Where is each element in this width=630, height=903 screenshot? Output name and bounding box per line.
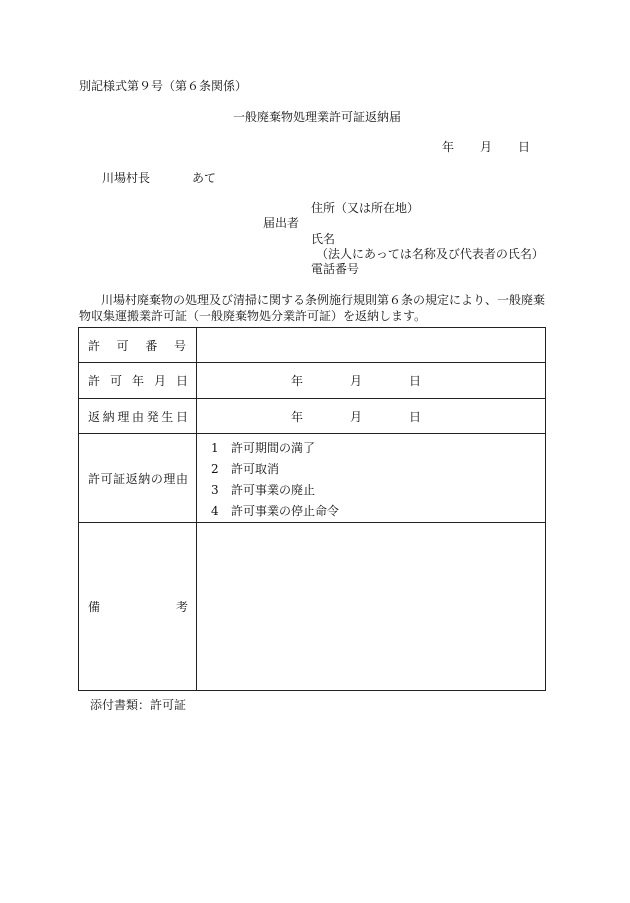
permit-number-field[interactable] xyxy=(197,328,546,363)
return-form-table xyxy=(78,327,546,691)
addressee xyxy=(102,171,216,185)
name-note: （法人にあっては名称及び代表者の氏名） xyxy=(316,247,544,261)
phone-label: 電話番号 xyxy=(311,262,360,276)
addressee-name: 川場村長 xyxy=(102,171,151,185)
address-label: 住所（又は所在地） xyxy=(311,201,420,215)
return-reason-options xyxy=(197,434,546,523)
document-title: 一般廃棄物処理業許可証返納届 xyxy=(233,110,402,124)
remarks-label: 備 考 xyxy=(79,523,197,691)
row-remarks xyxy=(79,523,546,691)
return-reason-date-label: 返 納 理 由 発 生 日 xyxy=(79,399,197,434)
permit-number-label: 許 可 番 号 xyxy=(79,328,197,363)
body-text: 川場村廃棄物の処理及び清掃に関する条例施行規則第６条の規定により、一般廃棄物収集運搬業許可証（一般廃棄物処分業許可証）を返納します。 xyxy=(79,293,546,323)
reason-option-4[interactable]: 4 許可事業の停止命令 xyxy=(211,504,340,518)
addressee-suffix: あて xyxy=(192,171,217,185)
date-year-label: 年 xyxy=(442,140,455,154)
attachment-note: 添付書類：許可証 xyxy=(90,698,187,712)
permit-date-field[interactable]: 年 月 日 xyxy=(197,363,546,399)
reason-option-3[interactable]: 3 許可事業の廃止 xyxy=(211,483,316,497)
applicant-label: 届出者 xyxy=(263,216,300,230)
reason-option-1[interactable]: 1 許可期間の満了 xyxy=(211,441,316,455)
return-reason-date-field[interactable]: 年 月 日 xyxy=(197,399,546,434)
submission-date xyxy=(442,140,530,154)
row-permit-number xyxy=(79,328,546,363)
date-month-label: 月 xyxy=(480,140,493,154)
row-return-reason-date xyxy=(79,399,546,434)
row-permit-date xyxy=(79,363,546,399)
return-reason-label: 許 可 証 返 納 の 理 由 xyxy=(79,434,197,523)
reason-option-2[interactable]: 2 許可取消 xyxy=(211,462,280,476)
name-label: 氏名 xyxy=(311,232,336,246)
form-number: 別記様式第９号（第６条関係） xyxy=(79,79,248,93)
remarks-field[interactable] xyxy=(197,523,546,691)
permit-date-label: 許 可 年 月 日 xyxy=(79,363,197,399)
row-return-reason xyxy=(79,434,546,523)
date-day-label: 日 xyxy=(518,140,531,154)
